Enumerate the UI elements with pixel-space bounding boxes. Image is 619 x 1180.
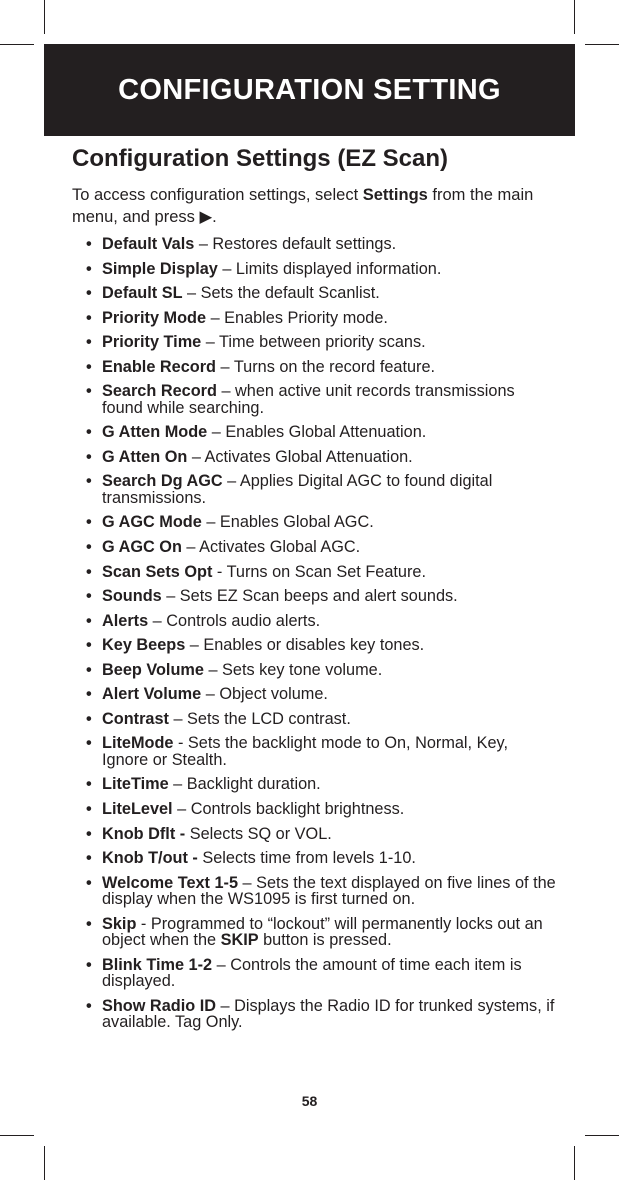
settings-list-item: [86, 588, 556, 605]
setting-term: Knob T/out -: [102, 849, 198, 868]
settings-list-item: [86, 514, 556, 531]
setting-term: Enable Record: [102, 357, 217, 376]
setting-description: – Applies Digital AGC to found digital transmissions.: [102, 472, 493, 507]
setting-description: – Turns on the record feature.: [216, 357, 436, 376]
setting-description: - Turns on Scan Set Feature.: [212, 562, 426, 581]
setting-term: Search Record: [102, 382, 217, 401]
setting-description: Selects time from levels 1-10.: [197, 849, 416, 868]
crop-mark: [585, 44, 619, 45]
setting-term: Blink Time 1-2: [102, 955, 213, 974]
setting-term: Key Beeps: [102, 636, 186, 655]
setting-term: Welcome Text 1-5: [102, 873, 239, 892]
settings-list-item: [86, 686, 556, 703]
settings-list-item: [86, 334, 556, 351]
setting-description: – Sets the text displayed on five lines of the display when the WS1095 is first turned on.: [102, 873, 556, 909]
settings-list-item: [86, 957, 556, 990]
intro-paragraph: [72, 184, 552, 228]
setting-term: Priority Time: [102, 333, 202, 352]
setting-term: LiteLevel: [102, 799, 173, 818]
setting-description: – Backlight duration.: [168, 775, 321, 794]
setting-description: – Object volume.: [201, 685, 328, 704]
intro-text: To access configuration settings, select: [72, 186, 363, 204]
setting-description: Selects SQ or VOL.: [185, 824, 332, 843]
setting-term: Sounds: [102, 587, 162, 606]
setting-description: – Limits displayed information.: [217, 259, 442, 278]
setting-term: G Atten Mode: [102, 423, 208, 442]
settings-list: [86, 236, 556, 1039]
settings-list-item: [86, 359, 556, 376]
settings-list-item: [86, 539, 556, 556]
setting-description: – Time between priority scans.: [201, 333, 426, 352]
setting-description: – Enables Global AGC.: [201, 513, 374, 532]
settings-list-item: [86, 637, 556, 654]
setting-description: – when active unit records transmissions found while searching.: [102, 382, 515, 417]
setting-term: Contrast: [102, 709, 169, 728]
setting-description: – Enables Priority mode.: [206, 308, 388, 327]
setting-term: Priority Mode: [102, 308, 207, 327]
setting-description: – Controls the amount of time each item is displayed.: [102, 955, 522, 991]
settings-list-item: [86, 662, 556, 679]
setting-term: Search Dg AGC: [102, 472, 223, 491]
crop-mark: [0, 1135, 34, 1136]
setting-term: G Atten On: [102, 447, 188, 466]
settings-list-item: [86, 261, 556, 278]
crop-mark: [585, 1135, 619, 1136]
header-title: CONFIGURATION SETTING: [118, 73, 501, 106]
settings-list-item: [86, 998, 556, 1031]
setting-description: - Programmed to “lockout” will permanently locks out an object when the: [102, 914, 543, 950]
settings-list-item: [86, 875, 556, 908]
setting-description: – Restores default settings.: [194, 235, 397, 253]
setting-description: – Controls backlight brightness.: [172, 799, 405, 818]
settings-list-item: [86, 850, 556, 867]
setting-term: LiteMode: [102, 734, 174, 753]
setting-term: Simple Display: [102, 259, 218, 278]
settings-list-item: [86, 776, 556, 793]
setting-description: – Sets key tone volume.: [203, 660, 383, 679]
settings-list-item: [86, 916, 556, 949]
setting-term: Alerts: [102, 611, 149, 630]
setting-description: – Activates Global Attenuation.: [187, 447, 413, 466]
settings-list-item: [86, 424, 556, 441]
crop-mark: [0, 44, 34, 45]
settings-list-item: [86, 236, 556, 253]
crop-mark: [574, 0, 575, 34]
settings-list-item: [86, 383, 556, 416]
settings-list-item: [86, 564, 556, 581]
setting-description: - Sets the backlight mode to On, Normal, Key, Ignore or Stealth.: [102, 734, 508, 769]
setting-term: G AGC On: [102, 538, 182, 557]
section-title: Configuration Settings (EZ Scan): [72, 145, 448, 172]
crop-mark: [44, 0, 45, 34]
setting-description-end: button is pressed.: [258, 931, 392, 950]
setting-term: Beep Volume: [102, 660, 204, 679]
settings-list-item: [86, 449, 556, 466]
settings-list-item: [86, 473, 556, 506]
settings-list-item: [86, 801, 556, 818]
setting-description: – Controls audio alerts.: [148, 611, 321, 630]
setting-description: – Sets the LCD contrast.: [168, 709, 351, 728]
setting-term: Scan Sets Opt: [102, 562, 213, 581]
settings-list-item: [86, 826, 556, 843]
intro-text-end: from the main menu, and press ▶.: [72, 186, 534, 226]
settings-list-item: [86, 310, 556, 327]
setting-term: Alert Volume: [102, 685, 202, 704]
setting-term: Show Radio ID: [102, 996, 216, 1015]
settings-list-item: [86, 613, 556, 630]
setting-term: Default SL: [102, 284, 183, 303]
setting-term-inline: SKIP: [220, 931, 259, 950]
setting-description: – Sets EZ Scan beeps and alert sounds.: [161, 587, 458, 606]
setting-description: – Displays the Radio ID for trunked systems, if available. Tag Only.: [102, 996, 555, 1032]
setting-description: – Enables or disables key tones.: [185, 636, 425, 655]
crop-mark: [574, 1146, 575, 1180]
setting-description: – Sets the default Scanlist.: [182, 284, 380, 303]
settings-list-item: [86, 285, 556, 302]
setting-term: G AGC Mode: [102, 513, 202, 532]
setting-term: Default Vals: [102, 235, 195, 253]
setting-description: – Activates Global AGC.: [181, 538, 361, 557]
settings-list-item: [86, 711, 556, 728]
crop-mark: [44, 1146, 45, 1180]
setting-term: LiteTime: [102, 775, 169, 794]
setting-term: Skip: [102, 914, 137, 933]
settings-list-item: [86, 735, 556, 768]
setting-description: – Enables Global Attenuation.: [207, 423, 427, 442]
setting-term: Knob Dflt -: [102, 824, 186, 843]
page-number: 58: [301, 1093, 318, 1109]
intro-settings-term: Settings: [362, 186, 428, 204]
page-header: [44, 44, 575, 136]
